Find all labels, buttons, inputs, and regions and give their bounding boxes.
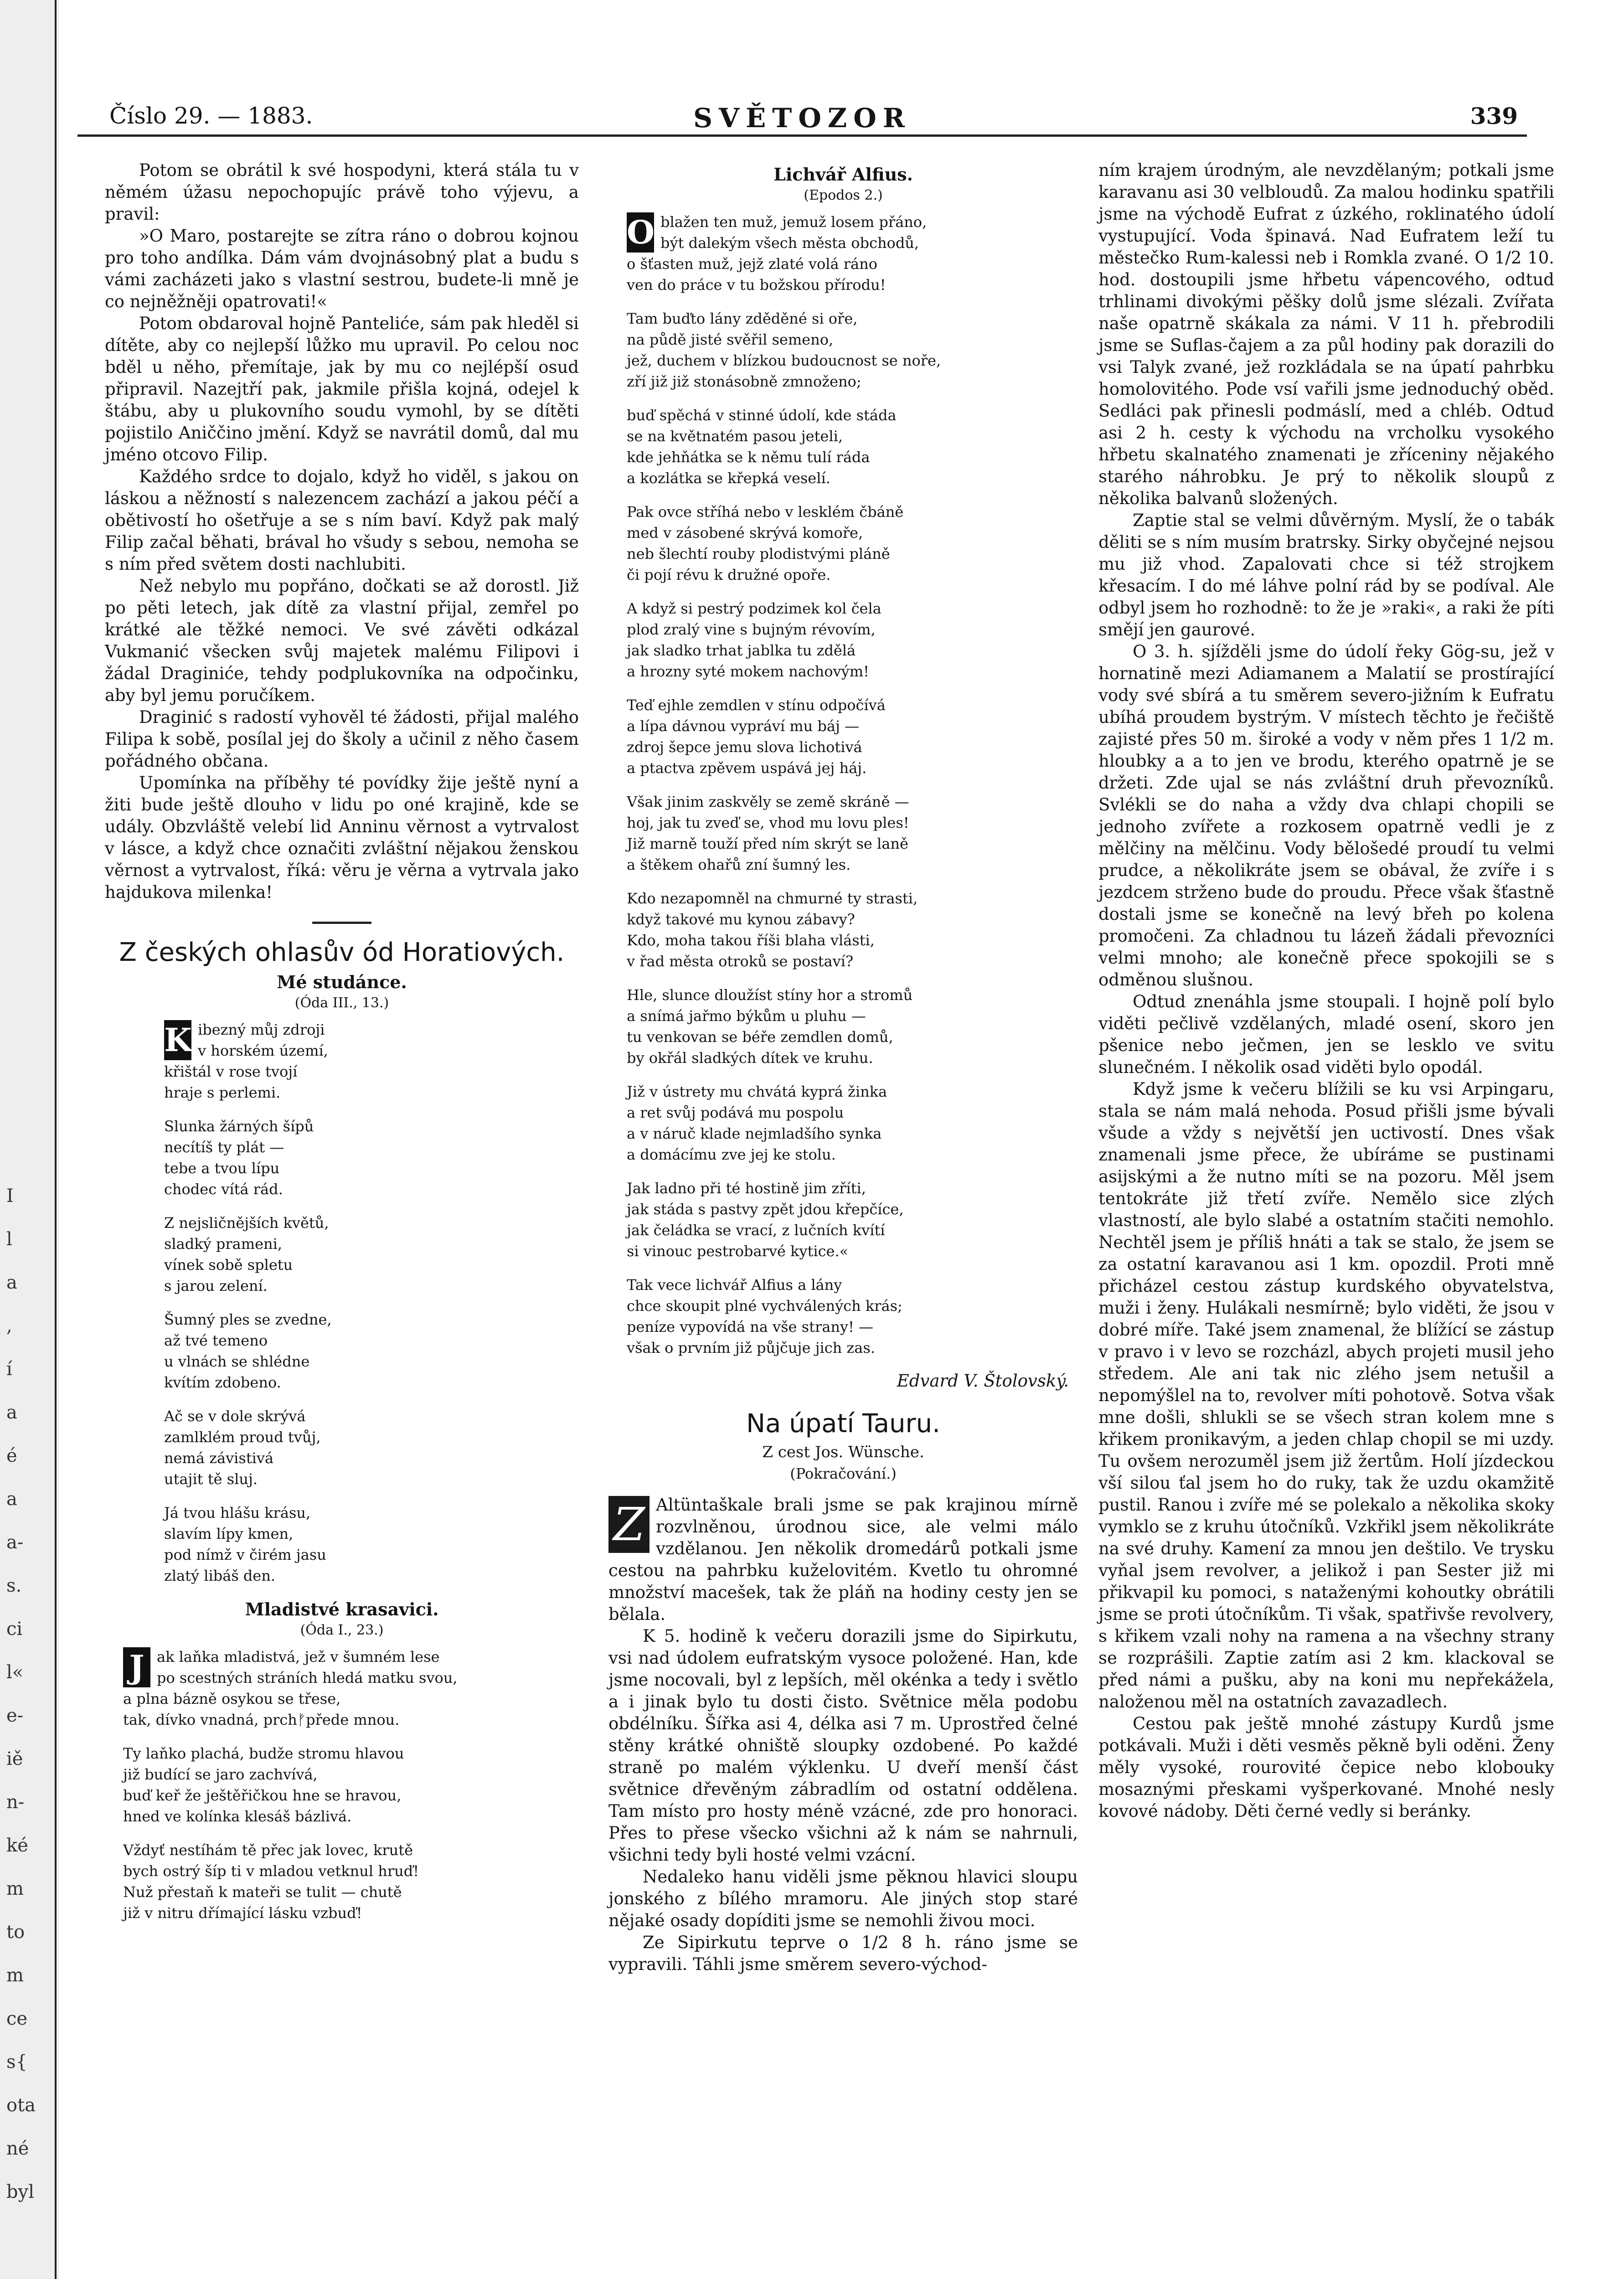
poem-subtitle: (Epodos 2.) [804,187,883,203]
poem-line: a plna bázně osykou se třese, [123,1690,341,1707]
column-2 [608,160,1078,1975]
poem-line: Nuž přestaň k mateři se tulit — chutě [123,1883,402,1901]
edge-fragment: l« [6,1662,24,1683]
drop-cap: J [123,1647,150,1687]
edge-fragment: s. [6,1575,22,1596]
poem-stanza [627,791,1078,875]
poem-line: již budící se jaro zachvívá, [123,1766,318,1783]
poem-line: s jarou zelení. [164,1277,268,1294]
section-heading: Z českých ohlasův ód Horatiových. [119,938,565,967]
poem-line: Pak ovce stříhá nebo v lesklém čbáně [627,503,904,521]
poem-line: tu venkovan se béře zemdlen domů, [627,1028,893,1046]
poem-line: po scestných stráních hledá matku svou, [157,1669,458,1686]
poem-line: bych ostrý šíp ti v mladou vetknul hruď! [123,1862,419,1880]
poem-line-text: blažen ten muž, jemuž losem přáno, [660,213,927,231]
paragraph: »O Maro, postarejte se zítra ráno o dobrou kojnou pro toho andílka. Dám vám dvojnásobný plat a budu s vámi zacházeti jako s vlastní sestrou, budete-li mně je co nejněžněji opatrovati!« [105,226,579,311]
poem-line: a snímá jařmo býkům u pluhu — [627,1007,866,1025]
edge-fragment: s{ [6,2052,27,2073]
poem-stanza [627,501,1078,585]
paragraph: K 5. hodině k večeru dorazili jsme do Sipirkutu, vsi nad údolem eufratským vysoce položené. Han, kde jsme nocovali, byl z lepších, měl okénka a tedy i světlo a i jinak bylo tu dosti čisto. Světnice měla podobu obdélníku. Šířka asi 4, délka asi 7 m. Uprostřed čelné stěny krátké ohniště sloupky ozdobené. Po každé straně po malém výklenku. U dveří menší část světnice dřevěným zábradlím od ostatní oddělena. Tam místo pro hosty méně vzácné, zde pro honoraci. Přes to přese všecko všichni až k nám se nahrnuli, všichni tedy byli hosté velmi vzácní. [608,1626,1078,1865]
poem-line: Tam buďto lány zděděné si oře, [627,310,858,327]
poem-line: zamlklém proud tvůj, [164,1428,321,1446]
poem-title: Lichvář Alfius. [773,164,913,185]
poem-stanza [164,1019,579,1103]
poem-line: buď keř že ještěřičkou hne se hravou, [123,1787,402,1804]
poem-line: a štěkem ohařů zní šumný les. [627,856,851,873]
poem-line: kde jehňátka se k němu tulí ráda [627,449,870,466]
poem-stanza [627,888,1078,972]
poem-stanza [123,1743,579,1827]
poem-body [608,211,1078,1358]
poem-stanza [627,985,1078,1068]
edge-fragment: ké [6,1835,28,1856]
poem-line: a kozlátka se křepká veselí. [627,469,830,487]
section-rule [312,922,371,924]
paragraph: Potom se obrátil k své hospodyni, která stála tu v němém úžasu nepochopujíc právě toho výjevu, a pravil: [105,160,579,224]
edge-fragment: a- [6,1532,24,1553]
column-1 [105,160,579,1936]
poem-line: zlatý libáš den. [164,1567,276,1584]
poem-line: neb šlechtí rouby plodistvými pláně [627,545,890,562]
poem-line: zdroj šepce jemu slova lichotivá [627,738,862,756]
edge-fragment: to [6,1922,25,1943]
poem-line: Ač se v dole skrývá [164,1408,306,1425]
poem-line: plod zralý vine s bujným révovím, [627,621,876,638]
poem-line: Hle, slunce dloužíst stíny hor a stromů [627,986,913,1004]
paragraph: Potom obdaroval hojně Panteliće, sám pak hleděl si dítěte, aby co nejlepší lůžko mu upravil. Po celou noc bděl u něho, přemítaje, jak by mu co nejlépší osud připravil. Nazejtří pak, jakmile přišla kojná, odejel k štábu, aby u plukovního soudu vymohl, by se dítěti pojistilo Aniččino jmění. Když se navrátil domů, dal mu jméno otcovo Filip. [105,314,579,464]
poem-line: Tak vece lichvář Alfius a lány [627,1276,842,1294]
paragraph: Nedaleko hanu viděli jsme pěknou hlavici sloupu jonského z bílého mramoru. Ale jiných stop staré nějaké osady dopíditi jsme se nemohli živou moci. [608,1867,1078,1930]
poem-line: pod nímž v čirém jasu [164,1546,326,1563]
poem-stanza [164,1406,579,1490]
poem-line: tebe a tvou lípu [164,1160,280,1177]
poem-stanza [164,1116,579,1200]
poem-signature: Edvard V. Štolovský. [897,1371,1069,1391]
poem-line: utajit tě sluj. [164,1470,258,1488]
edge-fragment: a [6,1272,17,1293]
poem-line: vínek sobě spletu [164,1256,293,1274]
poem-line: chce skoupit plné vychválených krás; [627,1297,902,1315]
poem-line: a ret svůj podává mu pospolu [627,1104,844,1121]
poem-stanza [627,1081,1078,1165]
poem-line-text: ibezný můj zdroji [198,1021,325,1038]
poem-subtitle: (Óda III., 13.) [294,995,389,1011]
poem-line: a hrozny syté mokem nachovým! [627,663,869,680]
story-ending [105,160,579,903]
poem-line: Šumný ples se zvedne, [164,1311,332,1328]
poem-line: Vždyť nestíhám tě přec jak lovec, krutě [123,1841,413,1859]
poem-stanza [164,1309,579,1393]
paragraph: O 3. h. sjížděli jsme do údolí řeky Gög-su, jež v hornatině mezi Adiamanem a Malatií se prostírající vody své sbírá a tu směrem severo-jižním k Eufratu ubíhá proudem bystrým. V místech těchto je řečiště zajisté přes 50 m. široké a vody v něm přes 1 1/2 m. hloubky a a to jen ve brodu, kterého opatrně je se držeti. Zde ujal se nás zvláštní druh převozníků. Svlékli se do naha a vždy dva chlapi chopili se jednoho zvířete a rozkosem opatrně vedli je z mělčiny na mělčinu. Vody bělošedé proudí tu velmi prudce, a několikráte jsem se obával, že zvíře i s jezdcem strženo bude do proudu. Přece však šťastně dostali jsme se konečně na levý břeh po kolena promočeni. Za chladnou tu lázeň žádali převozníci velmi mnoho; ale konečně přece spokojili se s odměnou slušnou. [1098,642,1554,990]
paragraph: Každého srdce to dojalo, když ho viděl, s jakou on láskou a něžností s nalezencem zachází a jakou péčí a obětivostí ho ošetřuje a se s ním baví. Když pak malý Filip začal běhati, brával ho všudy s sebou, nemoha se s ním před světem dosti nachlubiti. [105,467,579,574]
poem-line: peníze vypovídá na vše strany! — [627,1318,874,1335]
poem-line: hoj, jak tu zveď se, vhod mu lovu ples! [627,814,909,831]
poem-line: zří již již stonásobně zmnoženo; [627,373,861,390]
poem-line: jak stáda s pastvy zpět jdou křepčíce, [627,1201,904,1218]
edge-fragment: m [6,1878,24,1899]
poem-stanza [627,1274,1078,1358]
poem-stanza [123,1646,579,1730]
poem-line: v horském území, [198,1042,328,1059]
poem-line: jak čeládka se vrací, z lučních kvítí [627,1222,885,1239]
poem-line: Ty laňko plachá, budže stromu hlavou [123,1745,404,1762]
drop-cap: Z [608,1496,650,1553]
edge-fragment: iě [6,1748,23,1769]
paragraph: Altüntaškale brali jsme se pak krajinou mírně rozvlněnou, úrodnou sice, ale velmi málo vzdělanou. Jen několik dromedárů potkali jsme cestou na pahrbku kuželovitém. Kvetlo tu ohromné množství macešek, tak že pláň na hodiny cesty jen se bělala. [608,1495,1078,1624]
paragraph: Než nebylo mu popřáno, dočkati se až dorostl. Již po pěti letech, jak dítě za vlastní přijal, zemřel po krátké ale těžké nemoci. Ve své závěti odkázal Vukmanić všecken svůj majetek malému Filipovi i žádal Draginiće, tehdy podplukovníka na odpočinku, aby byl jemu poručíkem. [105,576,579,705]
edge-fragment: ota [6,2095,36,2116]
poem-line: med v zásobené skrývá komoře, [627,524,863,541]
paragraph: Zaptie stal se velmi důvěrným. Myslí, že o tabák děliti se s ním musím bratrsky. Sirky obyčejné nejsou mu již vhod. Zapalovati chce si též strojkem křesacím. I do mé láhve polní rád by se podíval. Ale odbyl jsem ho rozhodně: to že je »raki«, a raki že píti smějí jen gaurové. [1098,510,1554,639]
poem-line: Já tvou hlášu krásu, [164,1504,311,1521]
poem-line: by okřál sladkých dítek ve kruhu. [627,1049,873,1067]
poem-line: a ptactva zpěvem uspává jej háj. [627,759,867,777]
poem-title: Mladistvé krasavici. [245,1599,439,1619]
paragraph: Cestou pak ještě mnohé zástupy Kurdů jsme potkávali. Muži i děti vesměs pěkně byli oděni. Ženy měly vysoké, rourovité čepice nebo klobouky mosaznými přeskami vyšperkované. Mnohé nesly kovové nádoby. Děti černé vedly si beránky. [1098,1714,1554,1821]
poem-line: slavím lípy kmen, [164,1525,294,1542]
poem-line: Kdo nezapomněl na chmurné ty strasti, [627,890,918,907]
poem-line: A když si pestrý podzimek kol čela [627,600,882,617]
poem-line: si vinouc pestrobarvé kytice.« [627,1243,849,1260]
edge-fragment: í [6,1359,12,1380]
poem-line: když takové mu kynou zábavy? [627,911,855,928]
poem-line: křištál v rose tvojí [164,1063,298,1080]
drop-cap: K [164,1020,191,1060]
poem-line: ven do práce v tu božskou přírodu! [627,276,886,294]
edge-fragment: n- [6,1792,25,1813]
poem-stanza [627,308,1078,392]
poem-stanza [627,1178,1078,1262]
poem-stanza [123,1840,579,1923]
poem-body [105,1646,579,1923]
journal-title: SVĚTOZOR [693,103,911,134]
issue-number: Číslo 29. — 1883. [109,103,313,129]
poem-line: již v nitru dřímající lásku vzbuď! [123,1904,362,1922]
poem-line: u vlnách se shlédne [164,1353,310,1370]
paragraph: Draginić s radostí vyhověl té žádosti, přijal malého Filipa k sobě, posílal jej do školy a učinil z něho časem pořádného občana. [105,707,579,771]
edge-fragment: né [6,2138,29,2159]
article-body [608,1494,1078,1975]
poem-line-text: ak laňka mladistvá, jež v šumném lese [157,1648,440,1665]
poem-body [105,1019,579,1586]
poem-line: Však jinim zaskvěly se země skráně — [627,793,909,810]
poem-line: Slunka žárných šípů [164,1118,314,1135]
paragraph: Odtud znenáhla jsme stoupali. I hojně polí bylo viděti pečlivě vzdělaných, mladé osení, skoro jen pšenice nebo ječmen, jen se lesklo ve svitu slunečném. I několik osad viděti bylo opodál. [1098,992,1554,1077]
edge-fragment: , [6,1315,12,1336]
continued-note: (Pokračování.) [790,1465,897,1482]
poem-stanza [627,211,1078,295]
edge-fragment: e- [6,1705,24,1726]
poem-line: Teď ejhle zemdlen v stínu odpočívá [627,696,886,714]
paragraph: Upomínka na příběhy té povídky žije ještě nyní a žiti bude ještě dlouho v lidu po oné krajině, kde se udály. Obzvláště velebí lid Anninu věrnost a vytrvalost v lásce, a když chce označiti zvláštní nějakou ženskou věrnost a vytrvalost, říká: věru je věrna a vytrvala jako hajdukova milenka! [105,773,579,902]
poem-subtitle: (Óda I., 23.) [300,1622,384,1638]
poem-line: Již marně touží před ním skrýt se laně [627,835,908,852]
edge-fragment: m [6,1965,24,1986]
poem-stanza [164,1212,579,1296]
edge-fragment: a [6,1402,17,1423]
poem-line: však o prvním již půjčuje jich zas. [627,1339,875,1356]
previous-page-edge [0,0,59,2279]
poem-line: na půdě jisté svěřil semeno, [627,331,834,348]
poem-line: Jak ladno při té hostině jim zříti, [627,1180,866,1197]
gutter-line [55,0,57,2279]
poem-line: o šťasten muž, jejž zlaté volá ráno [627,255,877,273]
poem-line: se na květnatém pasou jeteli, [627,428,843,445]
edge-fragment: I [6,1186,14,1207]
edge-fragment: l [6,1229,12,1250]
article-heading: Na úpatí Tauru. [746,1409,940,1439]
poem-line: nemá závistivá [164,1449,274,1467]
poem-line: buď spěchá v stinné údolí, kde stáda [627,407,897,424]
article-byline: Z cest Jos. Wünsche. [762,1443,924,1461]
poem-line: až tvé temeno [164,1332,268,1349]
poem-line: jak sladko trhat jablka tu zdělá [627,642,856,659]
poem-line: či pojí révu k družné opoře. [627,566,831,583]
poem-line: a domácímu zve jej ke stolu. [627,1146,836,1163]
poem-line: Již v ústrety mu chvátá kyprá žinka [627,1083,887,1100]
poem-line: a v náruč klade nejmladšího synka [627,1125,882,1142]
edge-fragment: ce [6,2008,28,2029]
drop-cap: O [627,212,654,253]
poem-line: být dalekým všech města obchodů, [660,234,919,252]
poem-stanza [627,598,1078,682]
poem-line: necítíš ty plát — [164,1139,284,1156]
poem-line: hraje s perlemi. [164,1084,281,1101]
poem-line: a lípa dávnou vypráví mu báj — [627,717,860,735]
edge-fragment: byl [6,2181,34,2202]
poem-stanza [627,695,1078,779]
paragraph: Když jsme k večeru blížili se ku vsi Arpingaru, stala se nám malá nehoda. Posud přišli jsme bývali všude a vždy s největší jen uctivostí. Dnes však znamenali jsme přece, že ubíráme se pustinami asijskými a že nutno míti se na pozoru. Měl jsem tentokráte již třetí zvíře. Nemělo sice zlých vlastností, ale bylo slabé a ostatním stačiti nemohlo. Nechtěl jsem je příliš hnáti a tak se stalo, že jsem se za ostatní karavanou asi 1 km. opozdil. Proti mně přicházel cestou zástup kurdského obyvatelstva, muži i ženy. Hulákali nesmírně; bylo viděti, že jsou v dobré míře. Také jsem znamenal, že blížící se zástup v pravo i v levo se rozcházl, abych projeti musil jeho středem. Ale ani tak nic zlého jsem netušil a nepomýšlel na to, revolver míti pohotově. Sotva však mne došli, shlukli se se všech stran kolem mne s křikem pronikavým, a jeden chlap chopil se mi uzdy. Tu ovšem nerozuměl jsem již žertům. Holí jízdeckou vší silou ťal jsem ho do ruky, tak že uzdu okamžitě pustil. Ranou i zvíře mé se polekalo a několika skoky vymklo se z kruhu útočníků. Vzkřikl jsem několikráte na své druhy. Kamení za mnou jen deštilo. Ve trysku vyňal jsem revolver, a jelikož i pan Sester již mi přikvapil ku pomoci, s nataženými kohoutky obrátili jsme se proti útočníkům. Ti však, spatřivše revolvery, s křikem vzali nohy na ramena a na všechny strany se rozprášili. Zaptie zatím asi 2 km. klackoval se před námi a pušku, aby na koni mu nepřekážela, naloženou měl na ostatních zavazadlech. [1098,1079,1554,1712]
poem-line: Kdo, moha takou říši blaha vlásti, [627,932,875,949]
poem-stanza [627,405,1078,489]
paragraph: ním krajem úrodným, ale nevzdělaným; potkali jsme karavanu asi 30 velbloudů. Za malou hodinku spatřili jsme na východě Eufrat z úzkého, roklinatého údolí vystupující. Voda špinavá. Nad Eufratem leží tu městečko Rum-kalessi neb i Romkla zvané. O 1/2 10. hod. dostoupili jsme hřbetu vápencového, odtud trhlinami divokými pěšky dolů jsme slézali. Zvířata naše opatrně skákala za námi. V 11 h. přebrodili jsme se Suflas-čajem a za půl hodiny pak dorazili do vsi Talyk zvané, jež rozkládala se na úpatí pahrbku homolovitého. Pode vsí vařili jsme jednoduchý oběd. Sedláci pak přinesli podmáslí, med a chléb. Odtud asi 2 h. cesty k východu na vrcholku vysokého hřbetu skalnatého znamenati je zříceniny nějakého starého náhrobku. Je prý to několik sloupů z několika balvanů složených. [1098,160,1555,508]
page [77,87,1555,2274]
paragraph: Ze Sipirkutu teprve o 1/2 8 h. ráno jsme se vypravili. Táhli jsme směrem severo-východ- [608,1933,1078,1974]
poem-line: chodec vítá rád. [164,1181,283,1198]
poem-line: sladký prameni, [164,1235,283,1253]
poem-line: v řad města otroků se postaví? [627,953,854,970]
poem-title: Mé studánce. [277,972,407,992]
edge-fragment: ci [6,1619,23,1640]
poem-line: hned ve kolínka klesáš bázlivá. [123,1808,352,1825]
poem-stanza [164,1502,579,1586]
poem-line: Z nejsličnějších květů, [164,1214,329,1232]
page-number: 339 [1470,103,1518,129]
running-header [77,103,1527,137]
edge-fragment: a [6,1489,17,1510]
poem-line: kvítím zdobeno. [164,1374,281,1391]
column-3 [1098,160,1554,1822]
poem-line: tak, dívko vnadná, prchᚠpřede mnou. [123,1711,400,1728]
edge-fragment: é [6,1445,17,1466]
poem-line: jež, duchem v blízkou budoucnost se noře, [627,352,941,369]
